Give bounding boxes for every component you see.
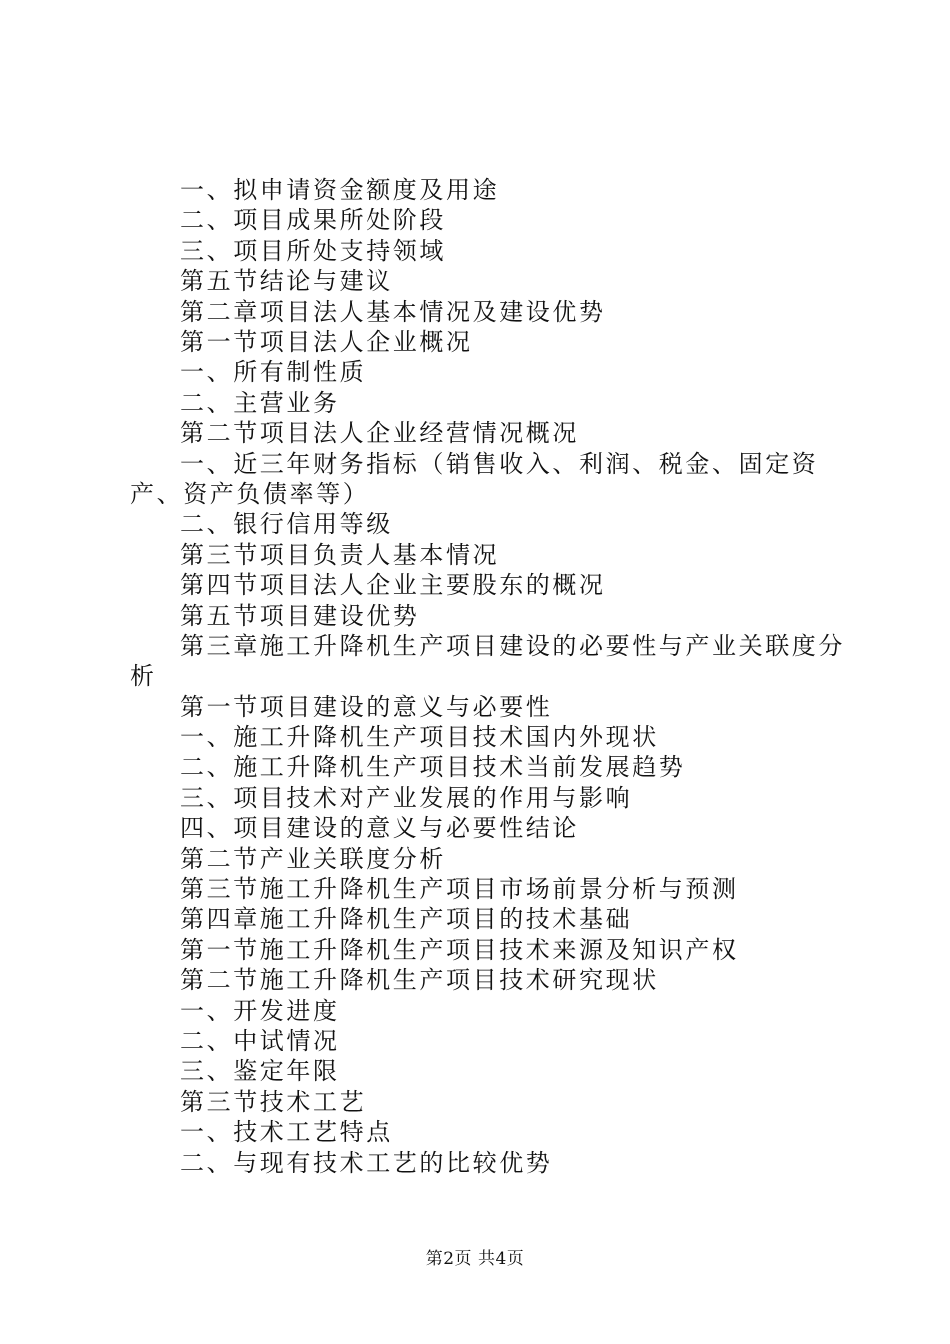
outline-line: 第二节产业关联度分析 <box>180 844 446 873</box>
page-number-footer: 第2页 共4页 <box>425 1249 525 1269</box>
outline-line: 第一节项目法人企业概况 <box>180 327 473 356</box>
outline-line: 第五节项目建设优势 <box>180 601 420 630</box>
outline-line: 二、主营业务 <box>180 388 340 417</box>
outline-line: 第一节施工升降机生产项目技术来源及知识产权 <box>180 935 739 964</box>
outline-line: 二、项目成果所处阶段 <box>180 206 446 235</box>
outline-line: 第三节施工升降机生产项目市场前景分析与预测 <box>180 875 739 904</box>
outline-line: 一、所有制性质 <box>180 358 367 387</box>
outline-line: 二、与现有技术工艺的比较优势 <box>180 1148 553 1177</box>
outline-line: 三、项目所处支持领域 <box>180 236 446 265</box>
outline-line: 第二章项目法人基本情况及建设优势 <box>180 297 606 326</box>
outline-line: 第一节项目建设的意义与必要性 <box>180 692 553 721</box>
outline-line: 一、技术工艺特点 <box>180 1118 393 1147</box>
outline-line: 一、拟申请资金额度及用途 <box>180 176 500 204</box>
outline-line: 第二节项目法人企业经营情况概况 <box>180 419 579 448</box>
outline-line: 第五节结论与建议 <box>180 267 393 296</box>
outline-line: 三、鉴定年限 <box>180 1057 340 1086</box>
outline-line: 第三章施工升降机生产项目建设的必要性与产业关联度分析 <box>130 631 845 691</box>
outline-line: 第二节施工升降机生产项目技术研究现状 <box>180 966 659 995</box>
outline-line: 四、项目建设的意义与必要性结论 <box>180 814 579 843</box>
outline-line: 一、开发进度 <box>180 996 340 1025</box>
outline-line: 三、项目技术对产业发展的作用与影响 <box>180 783 633 812</box>
outline-line: 第四章施工升降机生产项目的技术基础 <box>180 905 633 934</box>
outline-line: 第四节项目法人企业主要股东的概况 <box>180 571 606 600</box>
outline-line: 二、银行信用等级 <box>180 510 393 539</box>
outline-line: 一、近三年财务指标（销售收入、利润、税金、固定资产、资产负债率等） <box>130 449 819 508</box>
outline-line: 第三节项目负责人基本情况 <box>180 540 500 569</box>
outline-line: 二、施工升降机生产项目技术当前发展趋势 <box>180 753 686 782</box>
outline-line: 第三节技术工艺 <box>180 1087 367 1116</box>
outline-line: 二、中试情况 <box>180 1027 340 1055</box>
outline-list <box>130 175 850 1178</box>
outline-line: 一、施工升降机生产项目技术国内外现状 <box>180 723 659 752</box>
